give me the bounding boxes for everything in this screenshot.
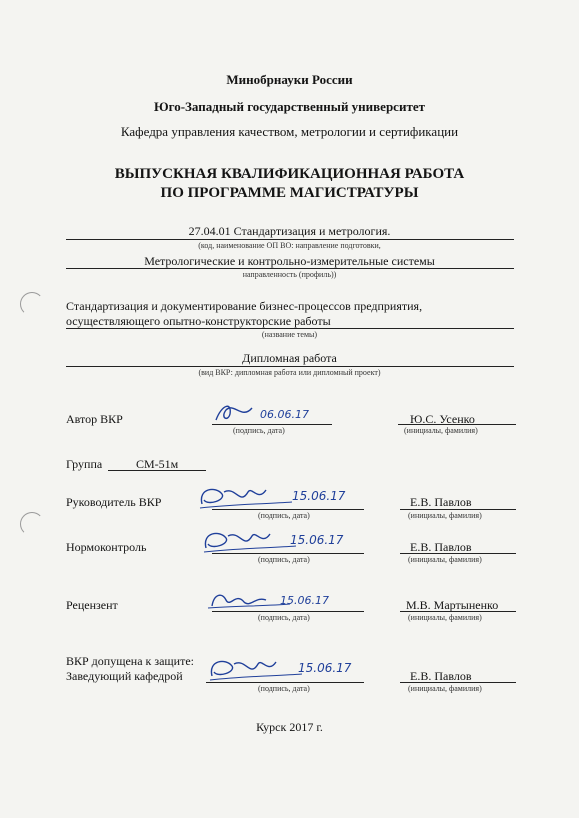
topic-underline bbox=[66, 328, 514, 329]
program-profile-underline bbox=[66, 268, 514, 269]
document-title-line2: ПО ПРОГРАММЕ МАГИСТРАТУРЫ bbox=[160, 185, 419, 201]
university-name: Юго-Западный государственный университет bbox=[154, 99, 425, 114]
author-name: Ю.С. Усенко bbox=[410, 412, 475, 426]
reviewer-name: М.В. Мартыненко bbox=[406, 598, 499, 612]
topic-caption: (название темы) bbox=[261, 330, 318, 339]
head-of-department-label: Заведующий кафедрой bbox=[66, 669, 183, 683]
program-code-caption: (код, наименование ОП ВО: направление подготовки, bbox=[198, 241, 381, 250]
topic-line1: Стандартизация и документирование бизнес-процессов предприятия, bbox=[66, 299, 423, 313]
program-profile: Метрологические и контрольно-измерительные системы bbox=[144, 254, 435, 268]
head-sign-caption: (подпись, дата) bbox=[258, 684, 310, 693]
supervisor-sign-caption: (подпись, дата) bbox=[258, 511, 310, 520]
author-name-line bbox=[398, 424, 516, 425]
author-name-caption: (инициалы, фамилия) bbox=[404, 426, 478, 435]
normcontrol-name: Е.В. Павлов bbox=[410, 540, 472, 554]
author-label: Автор ВКР bbox=[66, 412, 123, 426]
ministry-name: Минобрнауки России bbox=[226, 72, 353, 87]
normcontrol-name-line bbox=[400, 553, 516, 554]
group-underline bbox=[108, 470, 206, 471]
author-sign-line bbox=[212, 424, 332, 425]
work-type-caption: (вид ВКР: дипломная работа или дипломный проект) bbox=[198, 368, 381, 377]
author-signature bbox=[212, 400, 330, 426]
head-name-caption: (инициалы, фамилия) bbox=[408, 684, 482, 693]
normcontrol-name-caption: (инициалы, фамилия) bbox=[408, 555, 482, 564]
place-year: Курск 2017 г. bbox=[256, 720, 323, 734]
program-profile-caption: направленность (профиль)) bbox=[242, 270, 337, 279]
normcontrol-sign-line bbox=[212, 553, 364, 554]
normcontrol-sign-date: 15.06.17 bbox=[290, 533, 344, 547]
supervisor-name: Е.В. Павлов bbox=[410, 495, 472, 509]
punch-hole-top bbox=[20, 292, 44, 316]
supervisor-sign-date: 15.06.17 bbox=[292, 489, 346, 503]
program-code: 27.04.01 Стандартизация и метрология. bbox=[188, 224, 391, 238]
work-type: Дипломная работа bbox=[242, 351, 337, 365]
supervisor-label: Руководитель ВКР bbox=[66, 495, 162, 509]
reviewer-sign-date: 15.06.17 bbox=[280, 594, 329, 607]
reviewer-sign-line bbox=[212, 611, 364, 612]
supervisor-name-line bbox=[400, 509, 516, 510]
reviewer-sign-caption: (подпись, дата) bbox=[258, 613, 310, 622]
topic-line2: осуществляющего опытно-конструкторские работы bbox=[66, 314, 331, 328]
group-value: СМ-51м bbox=[136, 457, 179, 471]
reviewer-label: Рецензент bbox=[66, 598, 118, 612]
normcontrol-label: Нормоконтроль bbox=[66, 540, 147, 554]
normcontrol-sign-caption: (подпись, дата) bbox=[258, 555, 310, 564]
author-sign-date: 06.06.17 bbox=[260, 408, 309, 421]
department-name: Кафедра управления качеством, метрологии и сертификации bbox=[120, 124, 459, 139]
program-code-underline bbox=[66, 239, 514, 240]
document-title-line1: ВЫПУСКНАЯ КВАЛИФИКАЦИОННАЯ РАБОТА bbox=[114, 166, 465, 182]
group-label: Группа bbox=[66, 457, 103, 471]
head-name: Е.В. Павлов bbox=[410, 669, 472, 683]
head-name-line bbox=[400, 682, 516, 683]
admission-label: ВКР допущена к защите: bbox=[66, 654, 194, 668]
head-sign-line bbox=[206, 682, 364, 683]
reviewer-name-caption: (инициалы, фамилия) bbox=[408, 613, 482, 622]
author-sign-caption: (подпись, дата) bbox=[233, 426, 285, 435]
work-type-underline bbox=[66, 366, 514, 367]
supervisor-sign-line bbox=[212, 509, 364, 510]
punch-hole-bottom bbox=[20, 512, 44, 536]
head-sign-date: 15.06.17 bbox=[298, 661, 352, 675]
reviewer-name-line bbox=[400, 611, 516, 612]
supervisor-name-caption: (инициалы, фамилия) bbox=[408, 511, 482, 520]
